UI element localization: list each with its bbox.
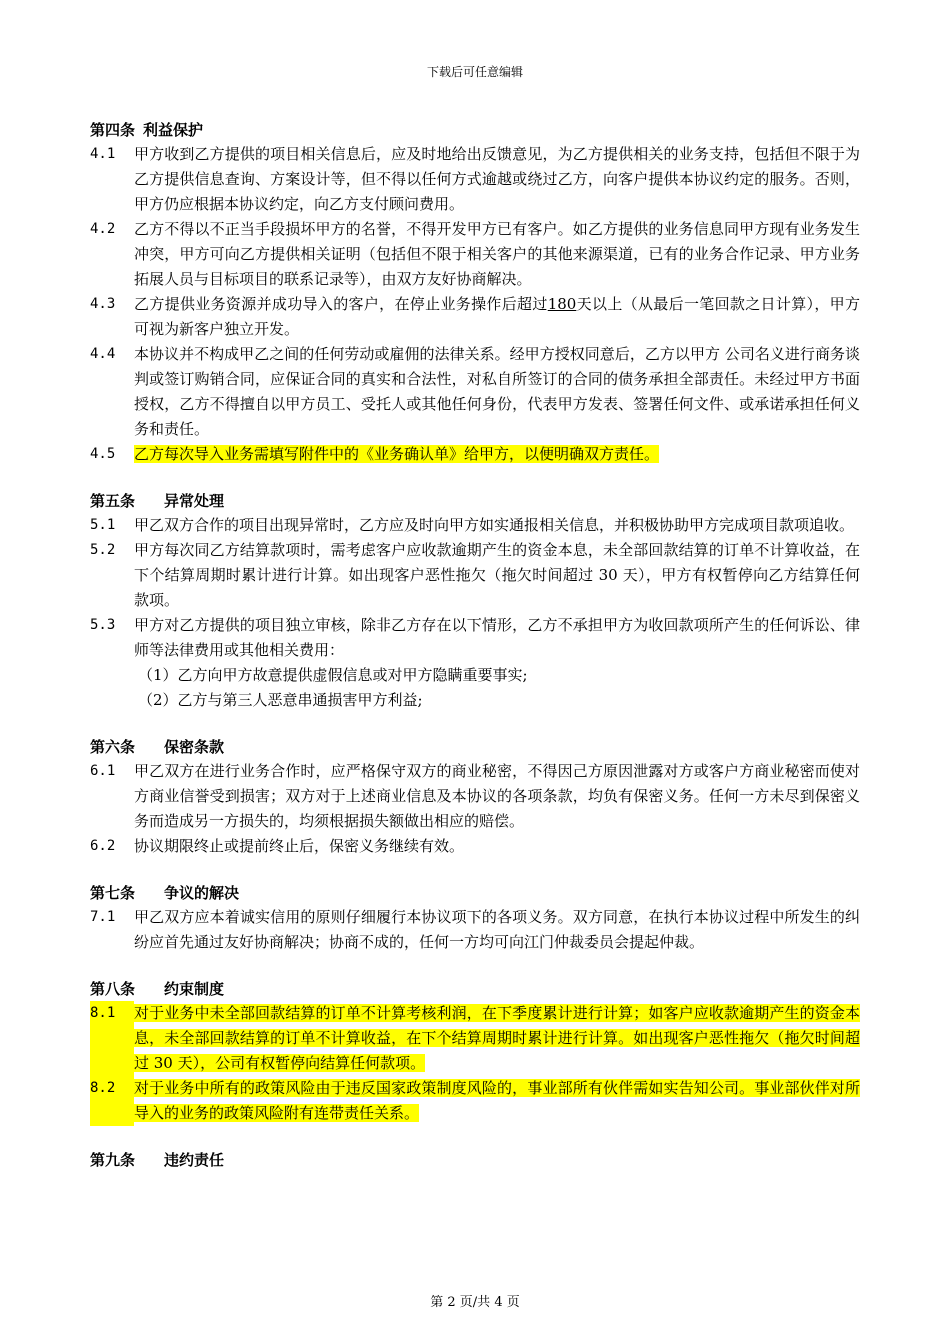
clause-text: 甲方收到乙方提供的项目相关信息后，应及时地给出反馈意见，为乙方提供相关的业务支持，包括但不限于为乙方提供信息查询、方案设计等，但不得以任何方式逾越或绕过乙方，向客户提供本协议约定的服务。否则，甲方仍应根据本协议约定，向乙方支付顾问费用。 [134, 145, 860, 213]
document-body [90, 118, 860, 1172]
section-6-label: 第六条 [90, 738, 136, 756]
page-header: 下载后可任意编辑 [426, 65, 523, 79]
clause-6-2 [90, 834, 860, 859]
section-5-title: 异常处理 [164, 492, 225, 510]
section-8-label: 第八条 [90, 980, 136, 998]
clause-7-1 [90, 905, 860, 955]
section-4-title: 利益保护 [143, 121, 204, 139]
clause-number: 4.2 [90, 221, 116, 237]
clause-text [134, 1001, 860, 1076]
clause-text: 甲方每次同乙方结算款项时，需考虑客户应收款逾期产生的资金本息，未全部回款结算的订单不计算收益，在下个结算周期时累计进行计算。如出现客户恶性拖欠（拖欠时间超过 30 天），甲方有权暂停向乙方结算任何款项。 [134, 541, 860, 609]
section-8-title: 约束制度 [164, 980, 225, 998]
clause-text: 协议期限终止或提前终止后，保密义务继续有效。 [134, 837, 465, 855]
clause-text: 甲乙双方合作的项目出现异常时，乙方应及时向甲方如实通报相关信息，并积极协助甲方完成项目款项追收。 [134, 516, 855, 534]
days-value: 180 [547, 295, 577, 313]
clause-8-2 [90, 1076, 860, 1126]
clause-4-3 [90, 292, 860, 342]
section-7-title: 争议的解决 [164, 884, 240, 902]
section-9-title: 违约责任 [164, 1151, 225, 1169]
highlighted-text: 对于业务中所有的政策风险由于违反国家政策制度风险的，事业部所有伙伴需如实告知公司。事业部伙伴对所导入的业务的政策风险附有连带责任关系。 [134, 1079, 860, 1122]
clause-4-2 [90, 217, 860, 292]
clause-number: 4.4 [90, 346, 116, 362]
clause-number: 7.1 [90, 909, 116, 925]
clause-text [134, 442, 860, 467]
clause-4-5 [90, 442, 860, 467]
clause-text: 甲乙双方在进行业务合作时，应严格保守双方的商业秘密，不得因己方原因泄露对方或客户方商业秘密而使对方商业信誉受到损害；双方对于上述商业信息及本协议的各项条款，均负有保密义务。任何一方未尽到保密义务而造成另一方损失的，均须根据损失额做出相应的赔偿。 [134, 762, 860, 830]
clause-5-2 [90, 538, 860, 613]
section-6-title: 保密条款 [164, 738, 225, 756]
section-5-label: 第五条 [90, 492, 136, 510]
clause-5-1 [90, 513, 860, 538]
clause-text-part-a: 乙方提供业务资源并成功导入的客户，在停止业务操作后超过 [134, 295, 548, 313]
highlighted-text: 乙方每次导入业务需填写附件中的《业务确认单》给甲方，以便明确双方责任。 [134, 445, 660, 463]
clause-number: 5.2 [90, 542, 116, 558]
section-5-heading [90, 489, 860, 513]
clause-text-part-b: 天以上（从最后一笔回款之日计算），甲方可视为新客户独立开发。 [134, 295, 860, 338]
section-9-label: 第九条 [90, 1151, 136, 1169]
clause-text: 甲方对乙方提供的项目独立审核，除非乙方存在以下情形，乙方不承担甲方为收回款项所产生的任何诉讼、律师等法律费用或其他相关费用： [134, 616, 860, 659]
sub-item-2: （2）乙方与第三人恶意串通损害甲方利益; [138, 691, 423, 709]
clause-text: 本协议并不构成甲乙之间的任何劳动或雇佣的法律关系。经甲方授权同意后，乙方以甲方 公司名义进行商务谈判或签订购销合同，应保证合同的真实和合法性，对私自所签订的合同的债务承担全部责任。未经过甲方书面授权，乙方不得擅自以甲方员工、受托人或其他任何身份，代表甲方发表、签署任何文件、或承诺承担任何义务和责任。 [134, 345, 860, 438]
clause-number: 8.1 [90, 1001, 134, 1076]
clause-8-1 [90, 1001, 860, 1076]
clause-number: 4.3 [90, 296, 116, 312]
clause-text [134, 1076, 860, 1126]
section-8-heading [90, 977, 860, 1001]
clause-4-1 [90, 142, 860, 217]
section-9-heading [90, 1148, 860, 1172]
clause-number: 6.2 [90, 838, 116, 854]
clause-6-1 [90, 759, 860, 834]
section-6-heading [90, 735, 860, 759]
section-7-heading [90, 881, 860, 905]
clause-text: 甲乙双方应本着诚实信用的原则仔细履行本协议项下的各项义务。双方同意，在执行本协议过程中所发生的纠纷应首先通过友好协商解决；协商不成的，任何一方均可向江门仲裁委员会提起仲裁。 [134, 908, 860, 951]
clause-number: 4.5 [90, 446, 116, 462]
clause-number: 5.1 [90, 517, 116, 533]
clause-4-4 [90, 342, 860, 442]
section-7-label: 第七条 [90, 884, 136, 902]
section-4-label: 第四条 [90, 121, 136, 139]
clause-number: 8.2 [90, 1076, 134, 1126]
clause-text: 乙方不得以不正当手段损坏甲方的名誉，不得开发甲方已有客户。如乙方提供的业务信息同甲方现有业务发生冲突，甲方可向乙方提供相关证明（包括但不限于相关客户的其他来源渠道，已有的业务合作记录、甲方业务拓展人员与目标项目的联系记录等），由双方友好协商解决。 [134, 220, 860, 288]
clause-number: 5.3 [90, 617, 116, 633]
clause-number: 4.1 [90, 146, 116, 162]
clause-5-3 [90, 613, 860, 663]
page-footer: 第 2 页/共 4 页 [430, 1295, 520, 1310]
highlighted-text: 对于业务中未全部回款结算的订单不计算考核利润，在下季度累计进行计算；如客户应收款逾期产生的资金本息，未全部回款结算的订单不计算收益，在下个结算周期时累计进行计算。如出现客户恶性拖欠（拖欠时间超过 30 天），公司有权暂停向结算任何款项。 [134, 1004, 860, 1072]
clause-number: 6.1 [90, 763, 116, 779]
clause-text [134, 292, 860, 342]
sub-item-1: （1）乙方向甲方故意提供虚假信息或对甲方隐瞒重要事实; [138, 666, 528, 684]
section-4-heading [90, 118, 860, 142]
